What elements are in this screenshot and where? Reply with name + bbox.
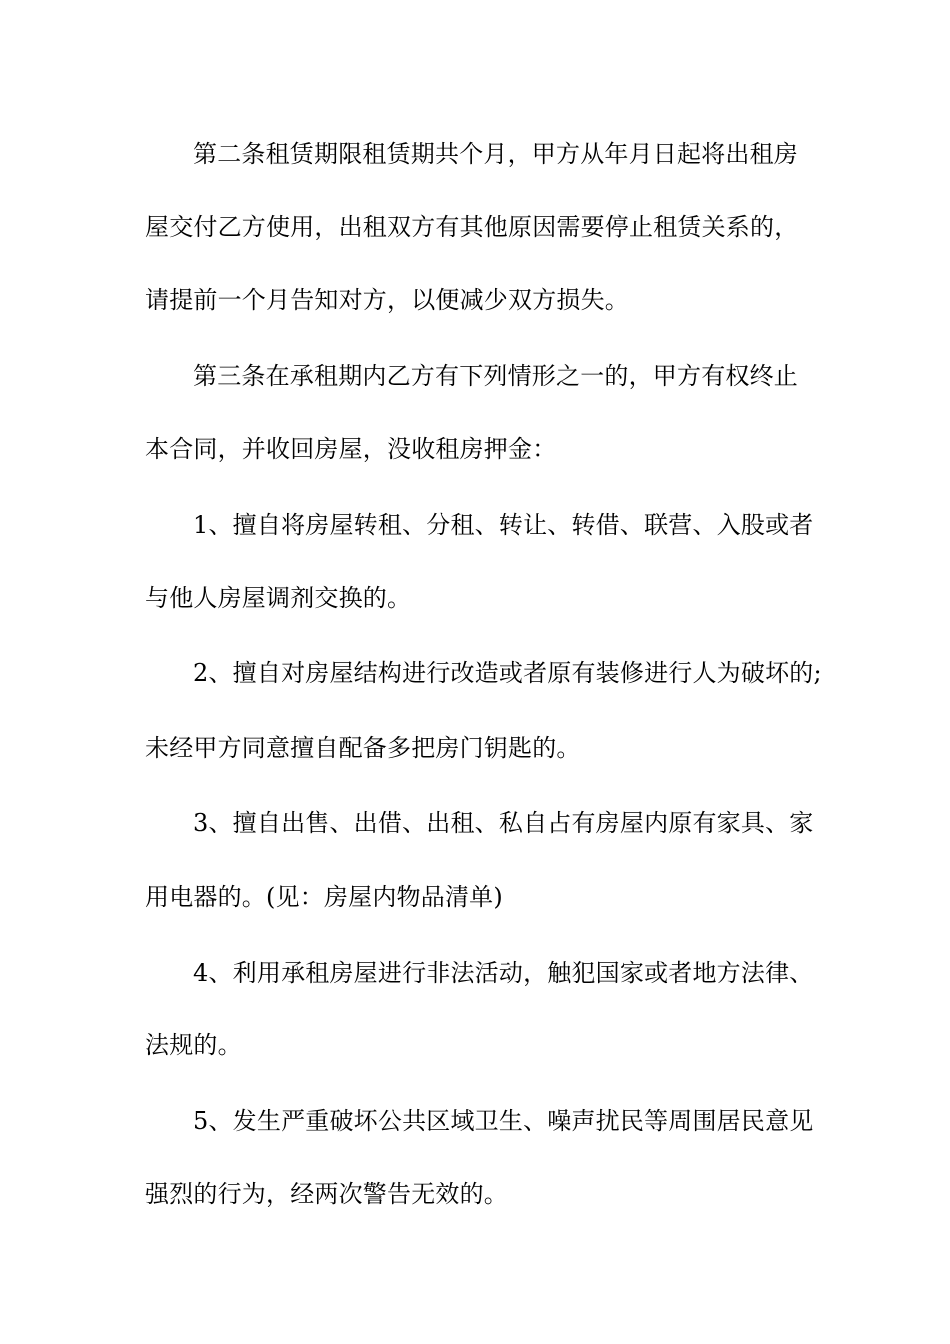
text-line: 1、擅自将房屋转租、分租、转让、转借、联营、入股或者 [193, 511, 814, 539]
text-line: 与他人房屋调剂交换的。 [145, 584, 412, 612]
text-line: 2、擅自对房屋结构进行改造或者原有装修进行人为破坏的; [193, 659, 822, 687]
text-line: 5、发生严重破坏公共区域卫生、噪声扰民等周围居民意见 [193, 1107, 814, 1135]
text-line: 第二条租赁期限租赁期共个月，甲方从年月日起将出租房 [193, 140, 798, 168]
text-line: 法规的。 [145, 1031, 242, 1059]
text-line: 4、利用承租房屋进行非法活动，触犯国家或者地方法律、 [193, 959, 814, 987]
text-line: 强烈的行为，经两次警告无效的。 [145, 1180, 508, 1208]
text-line: 第三条在承租期内乙方有下列情形之一的，甲方有权终止 [193, 362, 798, 390]
text-line: 本合同，并收回房屋，没收租房押金： [145, 435, 557, 463]
text-line: 未经甲方同意擅自配备多把房门钥匙的。 [145, 734, 581, 762]
text-line: 屋交付乙方使用，出租双方有其他原因需要停止租赁关系的， [145, 213, 799, 241]
text-line: 用电器的。(见：房屋内物品清单) [145, 883, 503, 911]
text-line: 3、擅自出售、出借、出租、私自占有房屋内原有家具、家 [193, 809, 814, 837]
text-line: 请提前一个月告知对方，以便减少双方损失。 [145, 286, 629, 314]
